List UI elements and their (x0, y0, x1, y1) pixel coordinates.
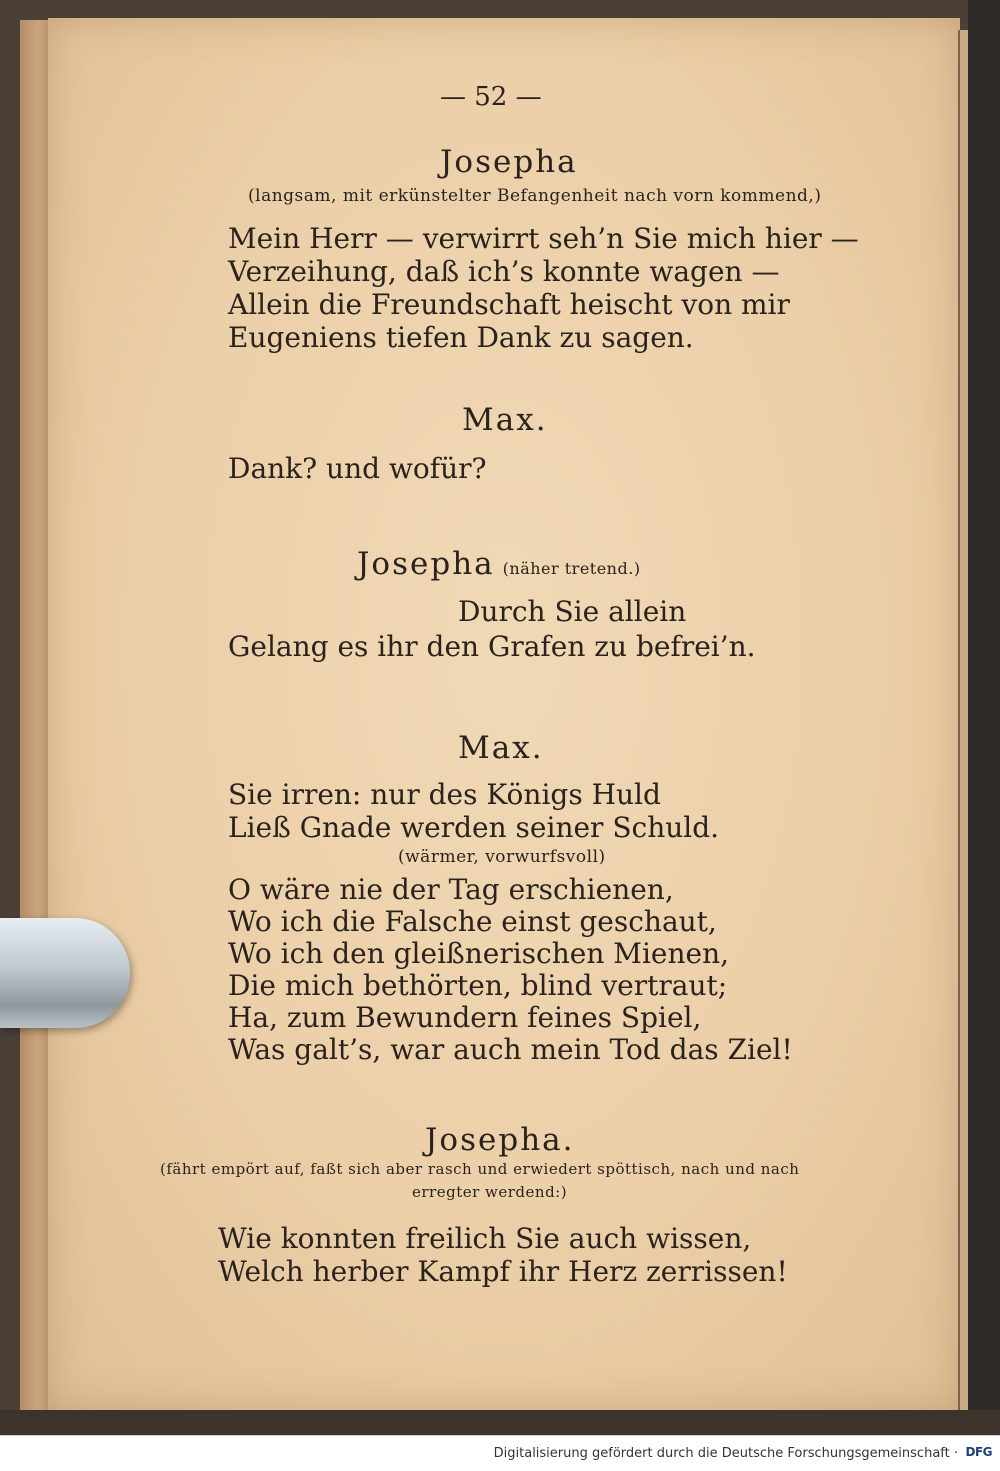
verse-line: Wo ich den gleißnerischen Mienen, (228, 937, 730, 970)
verse-line: Ha, zum Bewundern feines Spiel, (228, 1001, 702, 1034)
footer-credit: Digitalisierung gefördert durch die Deutsche Forschungsgemeinschaft · (493, 1446, 958, 1461)
speaker-josepha-3: Josepha. (425, 1122, 575, 1158)
verse-line: Verzeihung, daß ich’s konnte wagen — (228, 255, 780, 288)
verse-line: Sie irren: nur des Königs Huld (228, 778, 661, 811)
verse-line: Ließ Gnade werden seiner Schuld. (228, 811, 720, 844)
verse-line: O wäre nie der Tag erschienen, (228, 873, 674, 906)
verse-line: Gelang es ihr den Grafen zu befrei’n. (228, 630, 756, 663)
verse-line: Die mich bethörten, blind vertraut; (228, 969, 728, 1002)
scan-bottom-edge (0, 1410, 1000, 1435)
page-edge-left (20, 20, 51, 1410)
verse-line: Wie konnten freilich Sie auch wissen, (218, 1222, 752, 1255)
page-number: — 52 — (440, 82, 542, 112)
verse-line: Dank? und wofür? (228, 452, 487, 485)
verse-line: Welch herber Kampf ihr Herz zerrissen! (218, 1255, 788, 1288)
dfg-logo-icon: DFG (965, 1445, 992, 1459)
verse-line: Wo ich die Falsche einst geschaut, (228, 905, 717, 938)
stage-direction-1: (langsam, mit erkünstelter Befangenheit nach vorn kommend,) (248, 186, 822, 206)
footer-bar (0, 1435, 1000, 1471)
speaker-name: Josepha (357, 546, 495, 582)
speaker-josepha-2 (357, 546, 641, 582)
stage-direction-2: (näher tretend.) (502, 559, 641, 578)
book-binding (968, 0, 1000, 1435)
speaker-max-2: Max. (458, 730, 544, 766)
speaker-josepha-1: Josepha (440, 144, 578, 180)
page-clip (0, 918, 130, 1028)
stage-direction-3: (wärmer, vorwurfsvoll) (398, 847, 606, 867)
stage-direction-4: (fährt empört auf, faßt sich aber rasch und erwiedert spöttisch, nach und nach (160, 1160, 800, 1178)
verse-line: Mein Herr — verwirrt seh’n Sie mich hier — (228, 222, 859, 255)
speaker-max-1: Max. (462, 402, 548, 438)
verse-line: Was galt’s, war auch mein Tod das Ziel! (228, 1033, 793, 1066)
stage-direction-4b: erregter werdend:) (412, 1183, 568, 1201)
verse-line: Durch Sie allein (458, 595, 687, 628)
verse-line: Eugeniens tiefen Dank zu sagen. (228, 321, 694, 354)
verse-line: Allein die Freundschaft heischt von mir (228, 288, 790, 321)
